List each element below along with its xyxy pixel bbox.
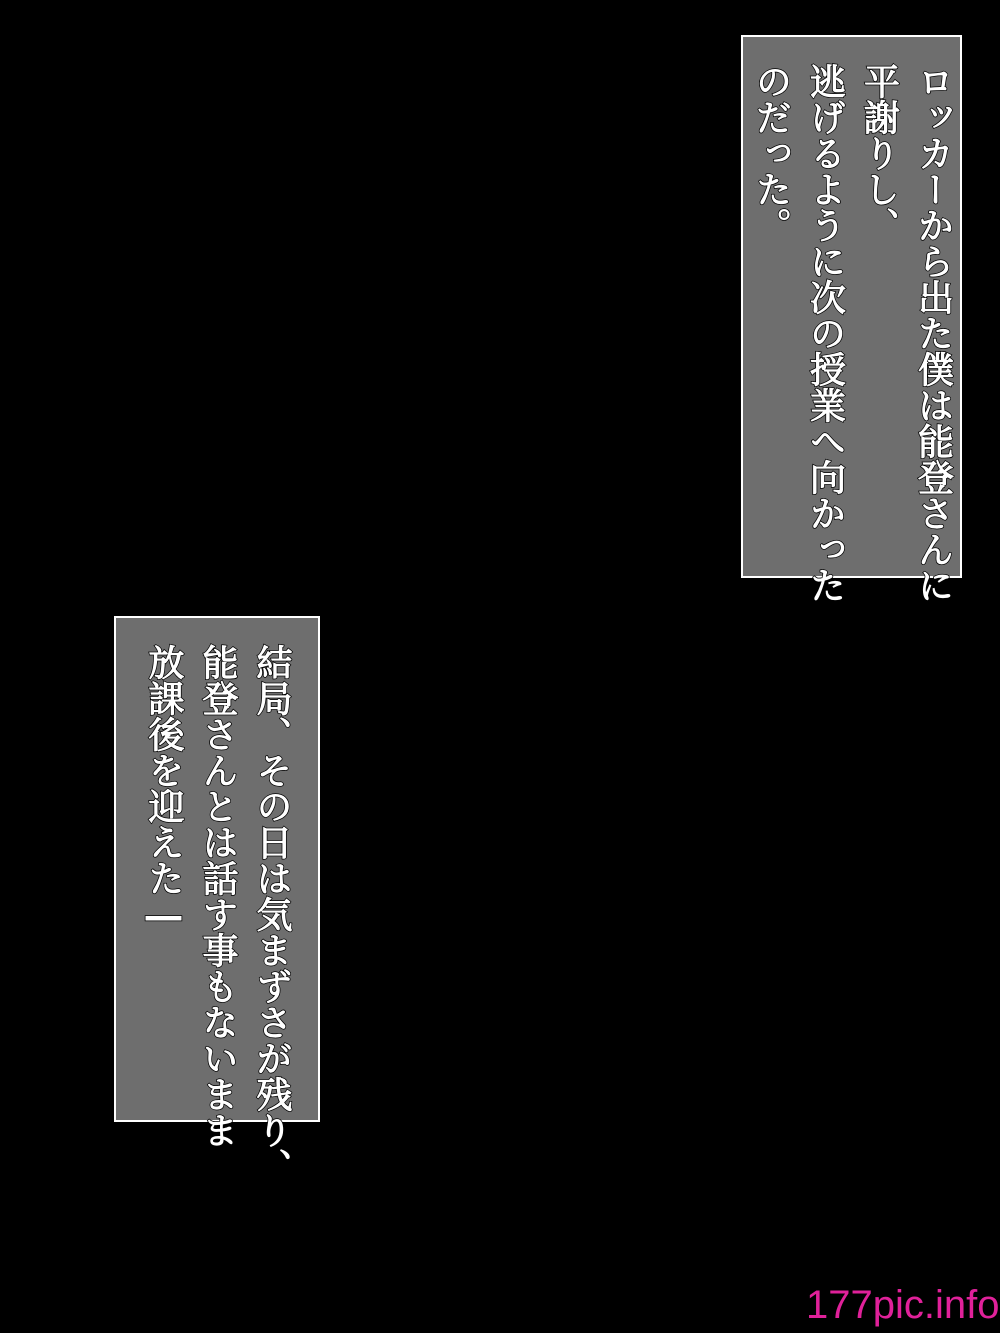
caption-2-line-3: 放課後を迎えた― [143,644,184,937]
caption-box-2 [114,616,320,1184]
caption-1-line-3: 逃げるように次の授業へ向かった [804,63,846,603]
caption-text-1 [744,63,960,603]
caption-box-1 [741,35,962,603]
caption-text-2 [136,644,298,1184]
watermark-logo: 177pic.info [806,1283,1000,1327]
caption-2-line-1: 結局、その日は気まずさが残り、 [251,644,292,1184]
caption-2-line-2: 能登さんとは話す事もないまま [197,644,238,1148]
caption-1-line-2: 平謝りし、 [858,63,900,243]
caption-1-line-1: ロッカーから出た僕は能登さんに [912,63,954,603]
caption-1-line-4: のだった。 [750,63,792,243]
